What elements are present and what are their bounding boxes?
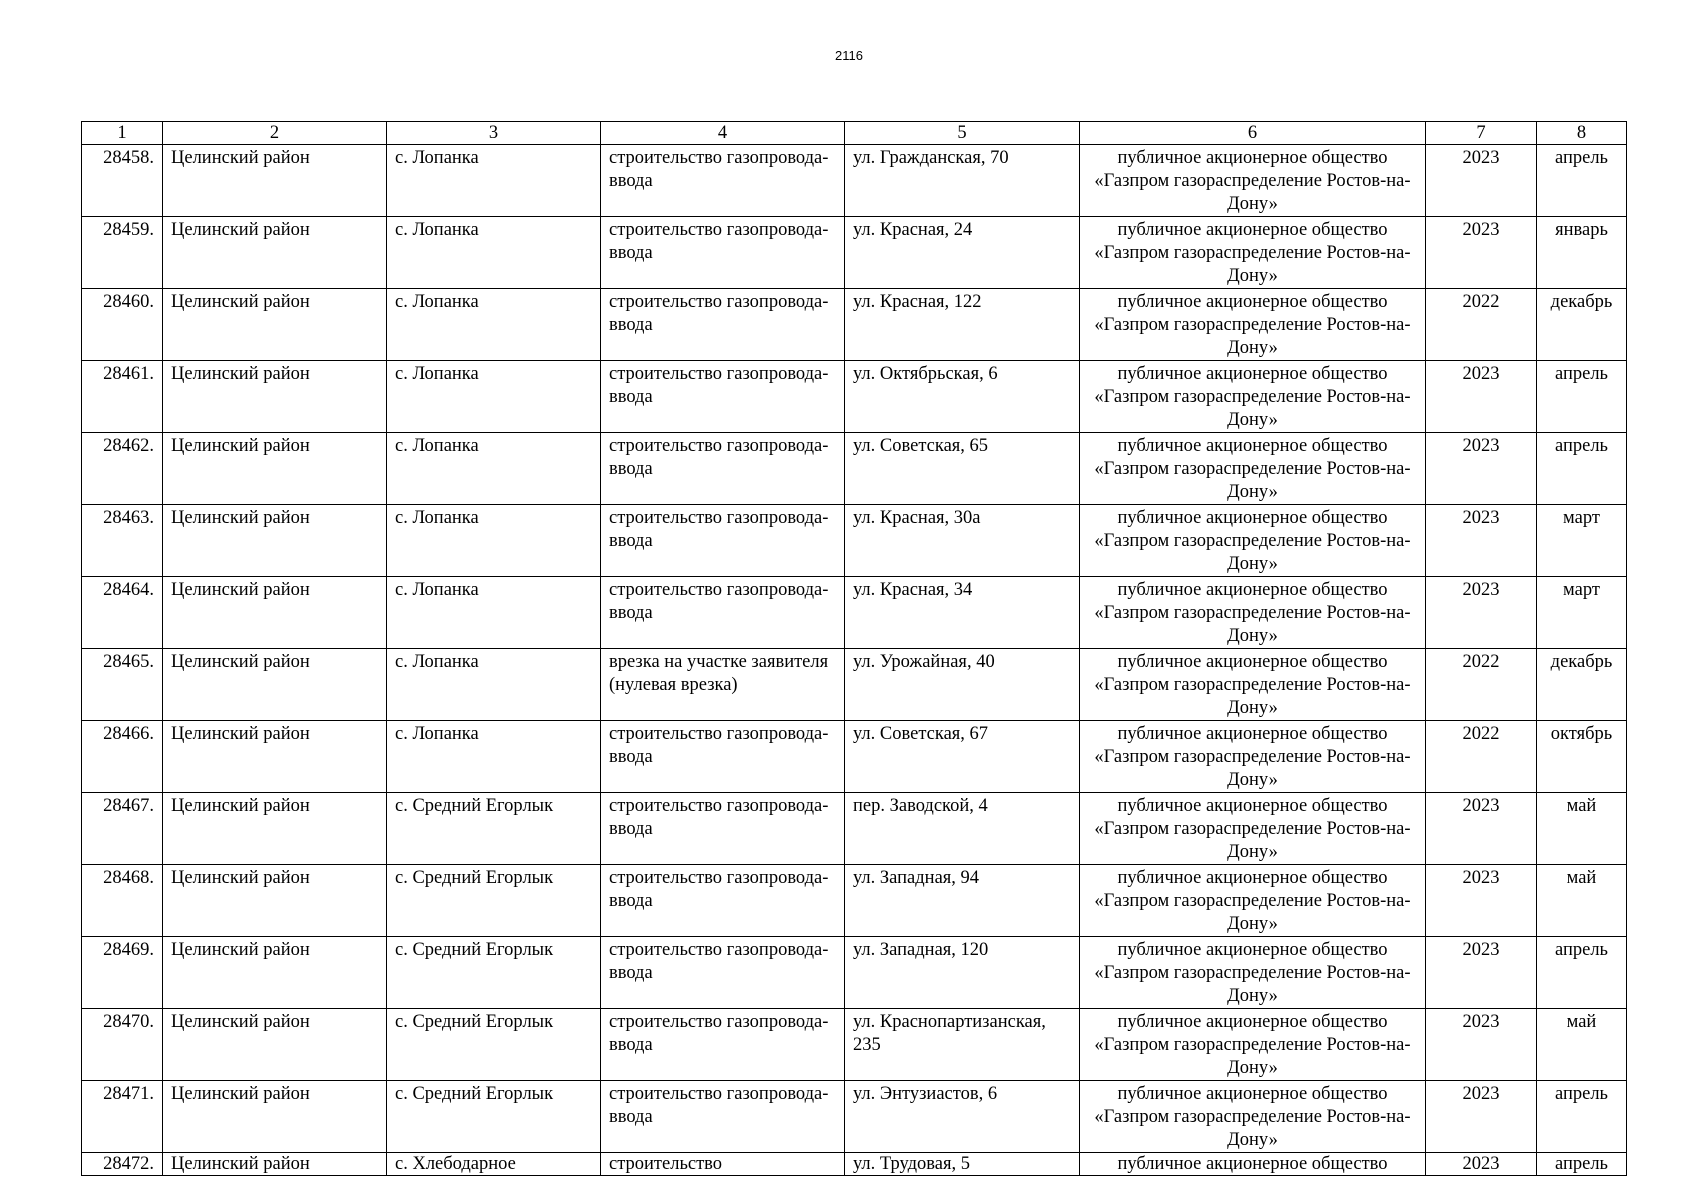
row-number: 28458. <box>82 145 163 217</box>
locality-cell: с. Лопанка <box>387 289 601 361</box>
address-cell: ул. Западная, 120 <box>845 937 1080 1009</box>
locality-cell: с. Средний Егорлык <box>387 793 601 865</box>
locality-cell: с. Лопанка <box>387 217 601 289</box>
table-row <box>82 361 1627 433</box>
organization-cell: публичное акционерное общество «Газпром газораспределение Ростов-на-Дону» <box>1080 793 1426 865</box>
work-type-cell: строительство газопровода-ввода <box>601 865 845 937</box>
header-cell-4: 4 <box>601 122 845 145</box>
header-cell-1: 1 <box>82 122 163 145</box>
organization-cell: публичное акционерное общество «Газпром газораспределение Ростов-на-Дону» <box>1080 217 1426 289</box>
work-type-cell: строительство газопровода-ввода <box>601 937 845 1009</box>
work-type-cell: строительство газопровода-ввода <box>601 505 845 577</box>
table-row <box>82 289 1627 361</box>
table-row <box>82 217 1627 289</box>
address-cell: ул. Энтузиастов, 6 <box>845 1081 1080 1153</box>
year-cell: 2022 <box>1426 289 1537 361</box>
month-cell: апрель <box>1537 361 1627 433</box>
table-row <box>82 1153 1627 1176</box>
year-cell: 2023 <box>1426 1153 1537 1176</box>
register-table <box>81 121 1627 1176</box>
page-number: 2116 <box>835 48 863 63</box>
table-row <box>82 577 1627 649</box>
month-cell: апрель <box>1537 145 1627 217</box>
district-cell: Целинский район <box>163 217 387 289</box>
row-number: 28465. <box>82 649 163 721</box>
address-cell: ул. Урожайная, 40 <box>845 649 1080 721</box>
address-cell: ул. Красная, 24 <box>845 217 1080 289</box>
work-type-cell: строительство газопровода-ввода <box>601 217 845 289</box>
locality-cell: с. Лопанка <box>387 649 601 721</box>
year-cell: 2023 <box>1426 433 1537 505</box>
table-row <box>82 145 1627 217</box>
address-cell: ул. Советская, 67 <box>845 721 1080 793</box>
row-number: 28459. <box>82 217 163 289</box>
year-cell: 2023 <box>1426 145 1537 217</box>
address-cell: ул. Красная, 122 <box>845 289 1080 361</box>
work-type-cell: врезка на участке заявителя (нулевая врезка) <box>601 649 845 721</box>
header-cell-8: 8 <box>1537 122 1627 145</box>
header-cell-3: 3 <box>387 122 601 145</box>
work-type-cell: строительство газопровода-ввода <box>601 1009 845 1081</box>
district-cell: Целинский район <box>163 505 387 577</box>
year-cell: 2023 <box>1426 361 1537 433</box>
organization-cell: публичное акционерное общество «Газпром газораспределение Ростов-на-Дону» <box>1080 289 1426 361</box>
district-cell: Целинский район <box>163 1081 387 1153</box>
district-cell: Целинский район <box>163 433 387 505</box>
row-number: 28470. <box>82 1009 163 1081</box>
organization-cell: публичное акционерное общество «Газпром газораспределение Ростов-на-Дону» <box>1080 1081 1426 1153</box>
district-cell: Целинский район <box>163 145 387 217</box>
work-type-cell: строительство газопровода-ввода <box>601 577 845 649</box>
month-cell: апрель <box>1537 1153 1627 1176</box>
header-cell-6: 6 <box>1080 122 1426 145</box>
row-number: 28466. <box>82 721 163 793</box>
year-cell: 2023 <box>1426 937 1537 1009</box>
organization-cell: публичное акционерное общество «Газпром газораспределение Ростов-на-Дону» <box>1080 721 1426 793</box>
address-cell: ул. Западная, 94 <box>845 865 1080 937</box>
organization-cell: публичное акционерное общество «Газпром газораспределение Ростов-на-Дону» <box>1080 577 1426 649</box>
table-row <box>82 865 1627 937</box>
month-cell: декабрь <box>1537 649 1627 721</box>
year-cell: 2023 <box>1426 865 1537 937</box>
row-number: 28463. <box>82 505 163 577</box>
district-cell: Целинский район <box>163 937 387 1009</box>
year-cell: 2023 <box>1426 505 1537 577</box>
table-body <box>82 145 1627 1176</box>
locality-cell: с. Хлебодарное <box>387 1153 601 1176</box>
district-cell: Целинский район <box>163 289 387 361</box>
locality-cell: с. Лопанка <box>387 505 601 577</box>
table-row <box>82 937 1627 1009</box>
month-cell: октябрь <box>1537 721 1627 793</box>
year-cell: 2023 <box>1426 577 1537 649</box>
table-row <box>82 1009 1627 1081</box>
table-row <box>82 793 1627 865</box>
row-number: 28461. <box>82 361 163 433</box>
district-cell: Целинский район <box>163 793 387 865</box>
locality-cell: с. Лопанка <box>387 433 601 505</box>
month-cell: апрель <box>1537 937 1627 1009</box>
header-cell-7: 7 <box>1426 122 1537 145</box>
month-cell: апрель <box>1537 1081 1627 1153</box>
locality-cell: с. Лопанка <box>387 361 601 433</box>
locality-cell: с. Средний Егорлык <box>387 865 601 937</box>
table-row <box>82 721 1627 793</box>
work-type-cell: строительство <box>601 1153 845 1176</box>
month-cell: май <box>1537 1009 1627 1081</box>
work-type-cell: строительство газопровода-ввода <box>601 289 845 361</box>
address-cell: ул. Краснопартизанская, 235 <box>845 1009 1080 1081</box>
address-cell: ул. Гражданская, 70 <box>845 145 1080 217</box>
district-cell: Целинский район <box>163 1009 387 1081</box>
organization-cell: публичное акционерное общество «Газпром газораспределение Ростов-на-Дону» <box>1080 865 1426 937</box>
row-number: 28468. <box>82 865 163 937</box>
locality-cell: с. Средний Егорлык <box>387 1081 601 1153</box>
table-row <box>82 649 1627 721</box>
work-type-cell: строительство газопровода-ввода <box>601 145 845 217</box>
organization-cell: публичное акционерное общество «Газпром газораспределение Ростов-на-Дону» <box>1080 433 1426 505</box>
district-cell: Целинский район <box>163 649 387 721</box>
district-cell: Целинский район <box>163 361 387 433</box>
locality-cell: с. Лопанка <box>387 577 601 649</box>
month-cell: январь <box>1537 217 1627 289</box>
locality-cell: с. Средний Егорлык <box>387 937 601 1009</box>
year-cell: 2023 <box>1426 1009 1537 1081</box>
year-cell: 2022 <box>1426 649 1537 721</box>
row-number: 28464. <box>82 577 163 649</box>
address-cell: ул. Красная, 34 <box>845 577 1080 649</box>
organization-cell: публичное акционерное общество «Газпром газораспределение Ростов-на-Дону» <box>1080 1009 1426 1081</box>
table-row <box>82 505 1627 577</box>
row-number: 28467. <box>82 793 163 865</box>
district-cell: Целинский район <box>163 721 387 793</box>
organization-cell: публичное акционерное общество «Газпром газораспределение Ростов-на-Дону» <box>1080 361 1426 433</box>
year-cell: 2023 <box>1426 1081 1537 1153</box>
header-cell-5: 5 <box>845 122 1080 145</box>
row-number: 28472. <box>82 1153 163 1176</box>
district-cell: Целинский район <box>163 1153 387 1176</box>
month-cell: май <box>1537 865 1627 937</box>
locality-cell: с. Средний Егорлык <box>387 1009 601 1081</box>
row-number: 28460. <box>82 289 163 361</box>
work-type-cell: строительство газопровода-ввода <box>601 1081 845 1153</box>
month-cell: апрель <box>1537 433 1627 505</box>
work-type-cell: строительство газопровода-ввода <box>601 793 845 865</box>
organization-cell: публичное акционерное общество «Газпром газораспределение Ростов-на-Дону» <box>1080 145 1426 217</box>
district-cell: Целинский район <box>163 865 387 937</box>
work-type-cell: строительство газопровода-ввода <box>601 361 845 433</box>
header-row <box>82 122 1627 145</box>
month-cell: март <box>1537 505 1627 577</box>
work-type-cell: строительство газопровода-ввода <box>601 721 845 793</box>
year-cell: 2023 <box>1426 793 1537 865</box>
table-row <box>82 433 1627 505</box>
row-number: 28462. <box>82 433 163 505</box>
address-cell: ул. Советская, 65 <box>845 433 1080 505</box>
district-cell: Целинский район <box>163 577 387 649</box>
organization-cell: публичное акционерное общество <box>1080 1153 1426 1176</box>
month-cell: декабрь <box>1537 289 1627 361</box>
year-cell: 2023 <box>1426 217 1537 289</box>
year-cell: 2022 <box>1426 721 1537 793</box>
address-cell: пер. Заводской, 4 <box>845 793 1080 865</box>
address-cell: ул. Октябрьская, 6 <box>845 361 1080 433</box>
organization-cell: публичное акционерное общество «Газпром газораспределение Ростов-на-Дону» <box>1080 937 1426 1009</box>
address-cell: ул. Трудовая, 5 <box>845 1153 1080 1176</box>
month-cell: май <box>1537 793 1627 865</box>
locality-cell: с. Лопанка <box>387 145 601 217</box>
table-row <box>82 1081 1627 1153</box>
locality-cell: с. Лопанка <box>387 721 601 793</box>
address-cell: ул. Красная, 30а <box>845 505 1080 577</box>
row-number: 28471. <box>82 1081 163 1153</box>
organization-cell: публичное акционерное общество «Газпром газораспределение Ростов-на-Дону» <box>1080 505 1426 577</box>
header-cell-2: 2 <box>163 122 387 145</box>
row-number: 28469. <box>82 937 163 1009</box>
organization-cell: публичное акционерное общество «Газпром газораспределение Ростов-на-Дону» <box>1080 649 1426 721</box>
work-type-cell: строительство газопровода-ввода <box>601 433 845 505</box>
month-cell: март <box>1537 577 1627 649</box>
